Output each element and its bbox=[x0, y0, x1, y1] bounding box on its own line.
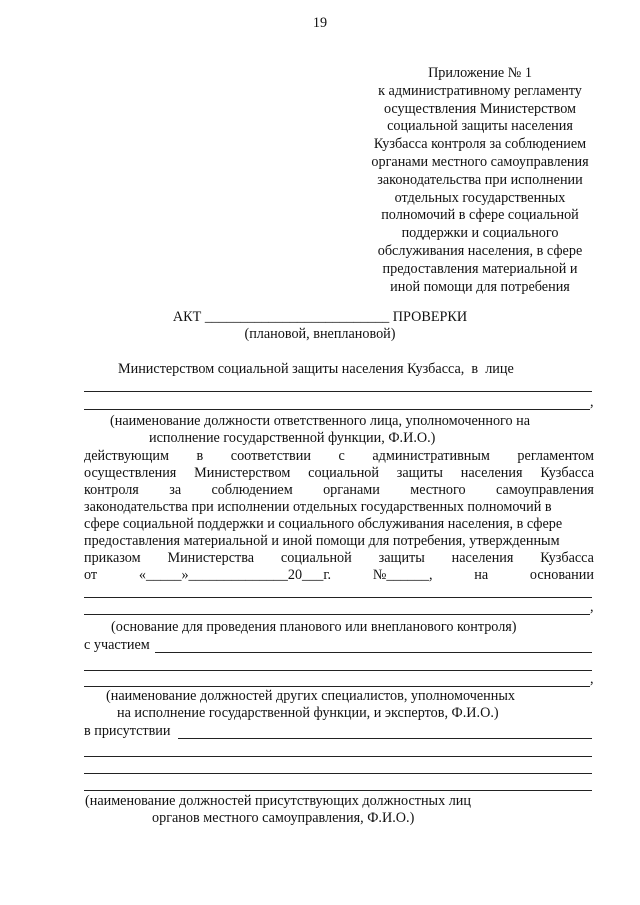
caption-present-officials: (наименование должностей присутствующих должностных лиц bbox=[85, 793, 471, 809]
with-participation-label: с участием bbox=[84, 637, 150, 653]
word: «_____»______________20___г. bbox=[138, 567, 332, 583]
blank-line bbox=[84, 614, 590, 615]
appendix-line: обслуживания населения, в сфере bbox=[377, 243, 583, 259]
page-number: 19 bbox=[312, 15, 328, 31]
appendix-line: социальной защиты населения bbox=[387, 118, 573, 135]
word: местного bbox=[410, 482, 466, 498]
word: Кузбасса bbox=[540, 465, 594, 481]
paragraph-line bbox=[84, 448, 594, 465]
word: в bbox=[196, 448, 204, 464]
word: Министерством bbox=[194, 465, 291, 481]
appendix-line: органами местного самоуправления bbox=[371, 154, 589, 170]
blank-line bbox=[84, 391, 592, 392]
blank-line bbox=[178, 738, 592, 739]
blank-line bbox=[84, 597, 592, 598]
blank-line bbox=[155, 652, 592, 653]
word: №______, bbox=[372, 567, 433, 583]
word: социальной bbox=[308, 465, 379, 481]
word: за bbox=[169, 482, 182, 498]
paragraph-line: законодательства при исполнении отдельных государственных полномочий в bbox=[84, 499, 552, 515]
word: защиты bbox=[396, 465, 443, 481]
caption-responsible-person-2: исполнение государственной функции, Ф.И.О.) bbox=[149, 430, 436, 446]
act-subtitle: (плановой, внеплановой) bbox=[244, 326, 396, 342]
blank-line bbox=[84, 773, 592, 774]
word: приказом bbox=[84, 550, 141, 566]
comma: , bbox=[590, 599, 594, 615]
paragraph-line: сфере социальной поддержки и социального обслуживания населения, в сфере bbox=[84, 516, 563, 532]
word: соблюдением bbox=[211, 482, 293, 498]
appendix-line: к административному регламенту bbox=[378, 82, 582, 99]
blank-line bbox=[84, 670, 592, 671]
word: соответствии bbox=[230, 448, 311, 464]
act-title: АКТ __________________________ ПРОВЕРКИ bbox=[172, 309, 468, 325]
word: Министерства bbox=[167, 550, 255, 566]
paragraph-line bbox=[84, 567, 594, 584]
word: защиты bbox=[378, 550, 425, 566]
word: самоуправления bbox=[495, 482, 594, 498]
presence-label: в присутствии bbox=[84, 723, 171, 739]
caption-specialists-2: на исполнение государственной функции, и экспертов, Ф.И.О.) bbox=[117, 705, 499, 721]
word: на bbox=[474, 567, 489, 583]
blank-line bbox=[84, 409, 590, 410]
paragraph-line: предоставления материальной и иной помощи для потребения, утвержденным bbox=[84, 533, 560, 549]
comma: , bbox=[590, 394, 594, 410]
appendix-line: поддержки и социального bbox=[401, 225, 559, 242]
word: административным bbox=[372, 448, 490, 464]
word: контроля bbox=[84, 482, 139, 498]
caption-basis: (основание для проведения планового или внепланового контроля) bbox=[111, 619, 517, 635]
blank-line bbox=[84, 756, 592, 757]
appendix-line: отдельных государственных bbox=[394, 189, 566, 206]
word: от bbox=[84, 567, 98, 583]
paragraph-line bbox=[84, 482, 594, 499]
word: органами bbox=[323, 482, 380, 498]
intro-line: Министерством социальной защиты населения Кузбасса, в лице bbox=[118, 361, 514, 377]
word: с bbox=[338, 448, 345, 464]
paragraph-line bbox=[84, 465, 594, 482]
word: населения bbox=[460, 465, 523, 481]
word: Кузбасса bbox=[540, 550, 594, 566]
appendix-line: Кузбасса контроля за соблюдением bbox=[373, 136, 587, 153]
appendix-line: иной помощи для потребения bbox=[390, 278, 570, 295]
word: населения bbox=[451, 550, 514, 566]
blank-line bbox=[84, 790, 592, 791]
word: осуществления bbox=[84, 465, 177, 481]
appendix-line: законодательства при исполнении bbox=[377, 171, 583, 188]
word: действующим bbox=[84, 448, 170, 464]
appendix-line: осуществления Министерством bbox=[383, 100, 577, 117]
blank-line bbox=[84, 686, 590, 687]
appendix-line: Приложение № 1 bbox=[428, 65, 532, 81]
appendix-line: полномочий в сфере социальной bbox=[381, 207, 579, 224]
caption-responsible-person: (наименование должности ответственного лица, уполномоченного на bbox=[110, 413, 531, 429]
word: основании bbox=[529, 567, 594, 583]
appendix-line: предоставления материальной и bbox=[382, 260, 578, 277]
word: социальной bbox=[280, 550, 352, 566]
comma: , bbox=[590, 671, 594, 687]
paragraph-line bbox=[84, 550, 594, 567]
word: регламентом bbox=[517, 448, 594, 464]
caption-specialists: (наименование должностей других специалистов, уполномоченных bbox=[106, 688, 515, 704]
caption-present-officials-2: органов местного самоуправления, Ф.И.О.) bbox=[152, 810, 415, 826]
